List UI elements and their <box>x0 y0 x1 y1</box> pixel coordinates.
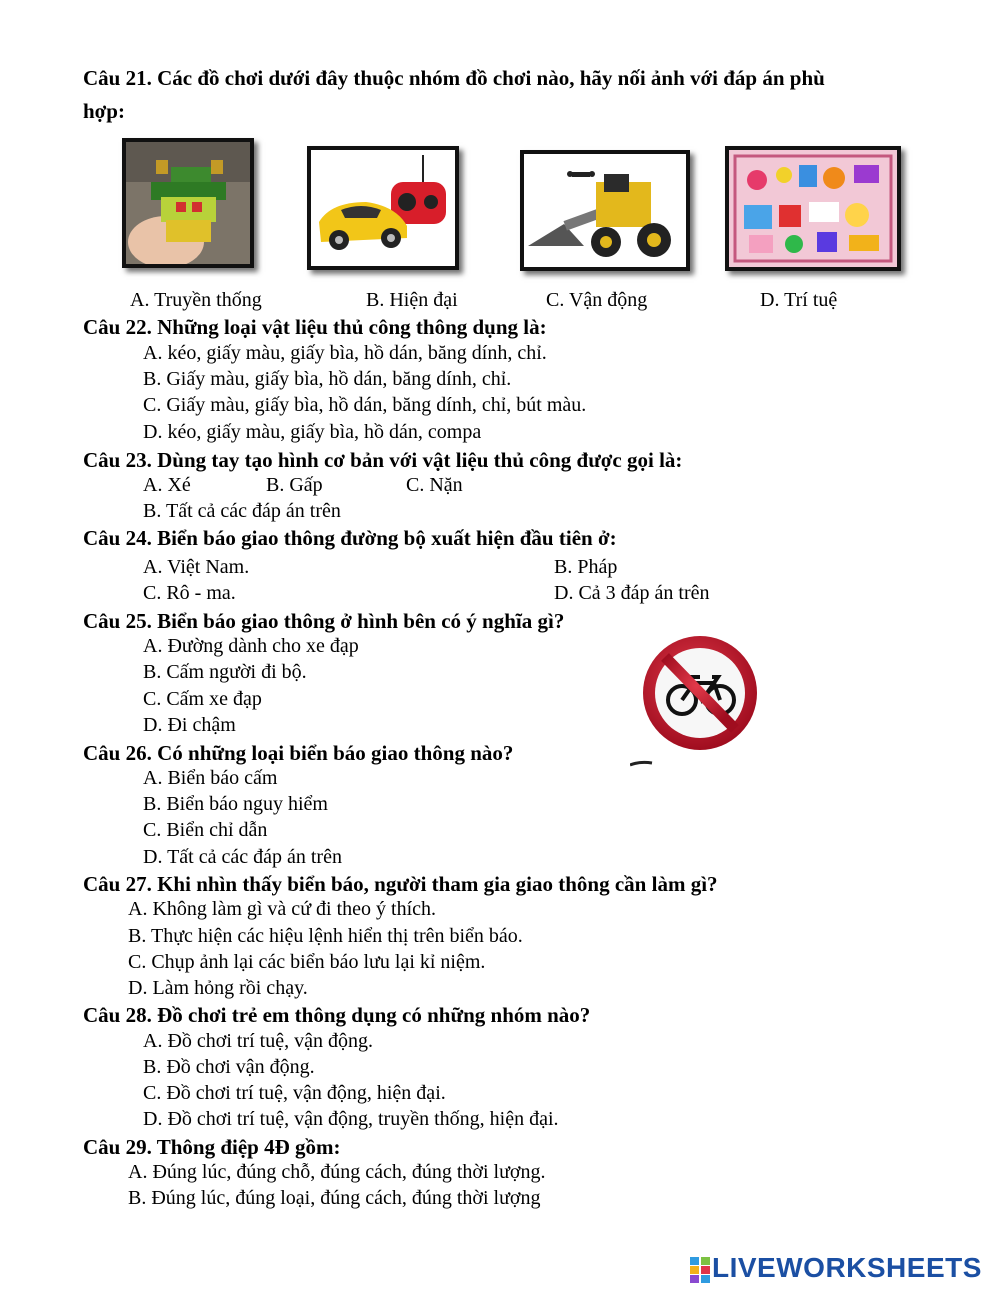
q24-option-a[interactable]: A. Việt Nam. <box>143 556 250 578</box>
building-blocks-toy-photo <box>122 138 254 268</box>
play-kitchen-set-photo <box>725 146 901 271</box>
q29-option-b[interactable]: B. Đúng lúc, đúng loại, đúng cách, đúng thời lượng <box>128 1187 541 1209</box>
q22-option-c[interactable]: C. Giấy màu, giấy bìa, hồ dán, băng dính, chỉ, bút màu. <box>143 394 587 416</box>
q28-option-c[interactable]: C. Đồ chơi trí tuệ, vận động, hiện đại. <box>143 1082 446 1104</box>
q26-option-d[interactable]: D. Tất cả các đáp án trên <box>143 846 342 868</box>
q24-option-c[interactable]: C. Rô - ma. <box>143 582 236 604</box>
q23-option-b[interactable]: B. Gấp <box>266 474 323 496</box>
no-bicycle-sign-icon <box>630 625 780 775</box>
q21-option-b[interactable]: B. Hiện đại <box>366 289 458 311</box>
q26-option-a[interactable]: A. Biển báo cấm <box>143 767 278 789</box>
q29-option-a[interactable]: A. Đúng lúc, đúng chỗ, đúng cách, đúng thời lượng. <box>128 1161 546 1183</box>
q26-title: Câu 26. Có những loại biển báo giao thông nào? <box>83 741 514 765</box>
q27-option-d[interactable]: D. Làm hỏng rồi chạy. <box>128 977 308 999</box>
q22-title: Câu 22. Những loại vật liệu thủ công thông dụng là: <box>83 315 547 339</box>
q27-option-a[interactable]: A. Không làm gì và cứ đi theo ý thích. <box>128 898 437 920</box>
remote-control-car-photo <box>307 146 459 270</box>
liveworksheets-logo-text: LIVEWORKSHEETS <box>712 1252 982 1283</box>
lego-technic-excavator-photo <box>520 150 690 271</box>
q21-option-c[interactable]: C. Vận động <box>546 289 648 311</box>
q28-option-b[interactable]: B. Đồ chơi vận động. <box>143 1056 315 1078</box>
q27-option-b[interactable]: B. Thực hiện các hiệu lệnh hiển thị trên biển báo. <box>128 925 523 947</box>
q25-option-b[interactable]: B. Cấm người đi bộ. <box>143 661 307 683</box>
liveworksheets-logo <box>690 1253 990 1287</box>
q23-title: Câu 23. Dùng tay tạo hình cơ bản với vật liệu thủ công được gọi là: <box>83 448 683 472</box>
q25-option-a[interactable]: A. Đường dành cho xe đạp <box>143 635 359 657</box>
q29-title: Câu 29. Thông điệp 4Đ gồm: <box>83 1135 341 1159</box>
q23-option-d[interactable]: B. Tất cả các đáp án trên <box>143 500 341 522</box>
q22-option-d[interactable]: D. kéo, giấy màu, giấy bìa, hồ dán, compa <box>143 421 482 443</box>
q25-option-d[interactable]: D. Đi chậm <box>143 714 236 736</box>
q21-title-line1: Câu 21. Các đồ chơi dưới đây thuộc nhóm đồ chơi nào, hãy nối ảnh với đáp án phù <box>83 66 825 90</box>
q28-title: Câu 28. Đồ chơi trẻ em thông dụng có những nhóm nào? <box>83 1003 591 1027</box>
liveworksheets-logo-icon <box>690 1257 710 1283</box>
q24-option-b[interactable]: B. Pháp <box>554 556 618 578</box>
q28-option-a[interactable]: A. Đồ chơi trí tuệ, vận động. <box>143 1030 373 1052</box>
q27-option-c[interactable]: C. Chụp ảnh lại các biển báo lưu lại kỉ niệm. <box>128 951 486 973</box>
q21-title-line2: hợp: <box>83 99 125 123</box>
q23-option-c[interactable]: C. Nặn <box>406 474 463 496</box>
q26-option-b[interactable]: B. Biển báo nguy hiểm <box>143 793 328 815</box>
q25-title: Câu 25. Biển báo giao thông ở hình bên có ý nghĩa gì? <box>83 609 565 633</box>
q22-option-a[interactable]: A. kéo, giấy màu, giấy bìa, hồ dán, băng dính, chỉ. <box>143 342 547 364</box>
q26-option-c[interactable]: C. Biển chỉ dẫn <box>143 819 268 841</box>
q24-option-d[interactable]: D. Cả 3 đáp án trên <box>554 582 710 604</box>
q21-option-a[interactable]: A. Truyền thống <box>130 289 262 311</box>
q23-option-a[interactable]: A. Xé <box>143 474 191 496</box>
q21-option-d[interactable]: D. Trí tuệ <box>760 289 838 311</box>
q27-title: Câu 27. Khi nhìn thấy biển báo, người tham gia giao thông cần làm gì? <box>83 872 718 896</box>
q28-option-d[interactable]: D. Đồ chơi trí tuệ, vận động, truyền thống, hiện đại. <box>143 1108 559 1130</box>
q24-title: Câu 24. Biển báo giao thông đường bộ xuất hiện đầu tiên ở: <box>83 526 617 550</box>
q25-option-c[interactable]: C. Cấm xe đạp <box>143 688 262 710</box>
q22-option-b[interactable]: B. Giấy màu, giấy bìa, hồ dán, băng dính, chỉ. <box>143 368 512 390</box>
